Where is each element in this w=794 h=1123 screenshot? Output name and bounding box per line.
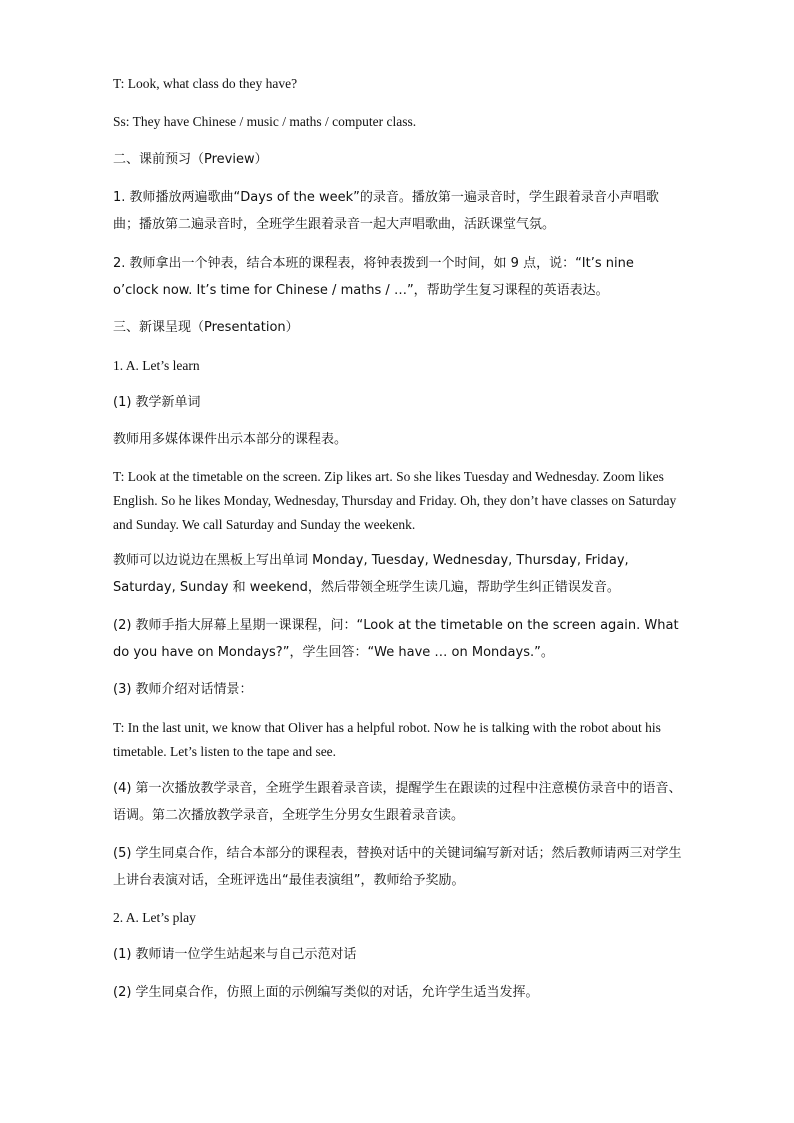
step-write-words: 教师可以边说边在黑板上写出单词 Monday, Tuesday, Wednesday, Thursday, Friday, Saturday, Sunday 和 weekend，然后带领全班学生读几遍，帮助学生纠正错误发音。 [113, 553, 629, 595]
dialogue-teacher-robot: T: In the last unit, we know that Oliver has a helpful robot. Now he is talking with the robot about his timetable. Let’s listen to the tape and see. [113, 720, 661, 759]
step-pair-work: (5) 学生同桌合作，结合本部分的课程表，替换对话中的关键词编写新对话；然后教师请两三对学生上讲台表演对话，全班评选出“最佳表演组”，教师给予奖励。 [113, 846, 682, 888]
step-introduce-scene: (3) 教师介绍对话情景： [113, 682, 253, 697]
preview-step-2: 2. 教师拿出一个钟表，结合本班的课程表，将钟表拨到一个时间，如 9 点，说：“It’s nine o’clock now. It’s time for Chinese / maths / …”，帮助学生复习课程的英语表达。 [113, 256, 634, 298]
subsection-lets-play: 2. A. Let’s play [113, 910, 196, 925]
dialogue-students-answer: Ss: They have Chinese / music / maths / computer class. [113, 114, 417, 129]
preview-step-1: 1. 教师播放两遍歌曲“Days of the week”的录音。播放第一遍录音时，学生跟着录音小声唱歌曲；播放第二遍录音时，全班学生跟着录音一起大声唱歌曲，活跃课堂气氛。 [113, 190, 659, 232]
section-heading-preview: 二、课前预习（Preview） [113, 152, 268, 167]
step-pair-dialogue: (2) 学生同桌合作，仿照上面的示例编写类似的对话，允许学生适当发挥。 [113, 985, 539, 1000]
step-point-screen: (2) 教师手指大屏幕上星期一课课程，问：“Look at the timetable on the screen again. What do you have on Mondays?”，学生回答：“We have … on Mondays.”。 [113, 618, 679, 660]
dialogue-teacher-timetable: T: Look at the timetable on the screen. Zip likes art. So she likes Tuesday and Wednesday. Zoom likes English. So he likes Monday, Wednesday, Thursday and Friday. Oh, they don’t have classes on Saturday and Sunday. We call Saturday and Sunday the weekenk. [113, 469, 677, 532]
step-teach-new-words: (1) 教学新单词 [113, 395, 201, 410]
step-demo-dialogue: (1) 教师请一位学生站起来与自己示范对话 [113, 947, 357, 962]
dialogue-teacher-question: T: Look, what class do they have? [113, 76, 298, 91]
document-body [113, 72, 683, 1005]
step-play-recording: (4) 第一次播放教学录音，全班学生跟着录音读，提醒学生在跟读的过程中注意模仿录音中的语音、语调。第二次播放教学录音，全班学生分男女生跟着录音读。 [113, 781, 682, 823]
subsection-lets-learn: 1. A. Let’s learn [113, 358, 200, 373]
step-show-timetable: 教师用多媒体课件出示本部分的课程表。 [113, 432, 348, 447]
section-heading-presentation: 三、新课呈现（Presentation） [113, 320, 299, 335]
